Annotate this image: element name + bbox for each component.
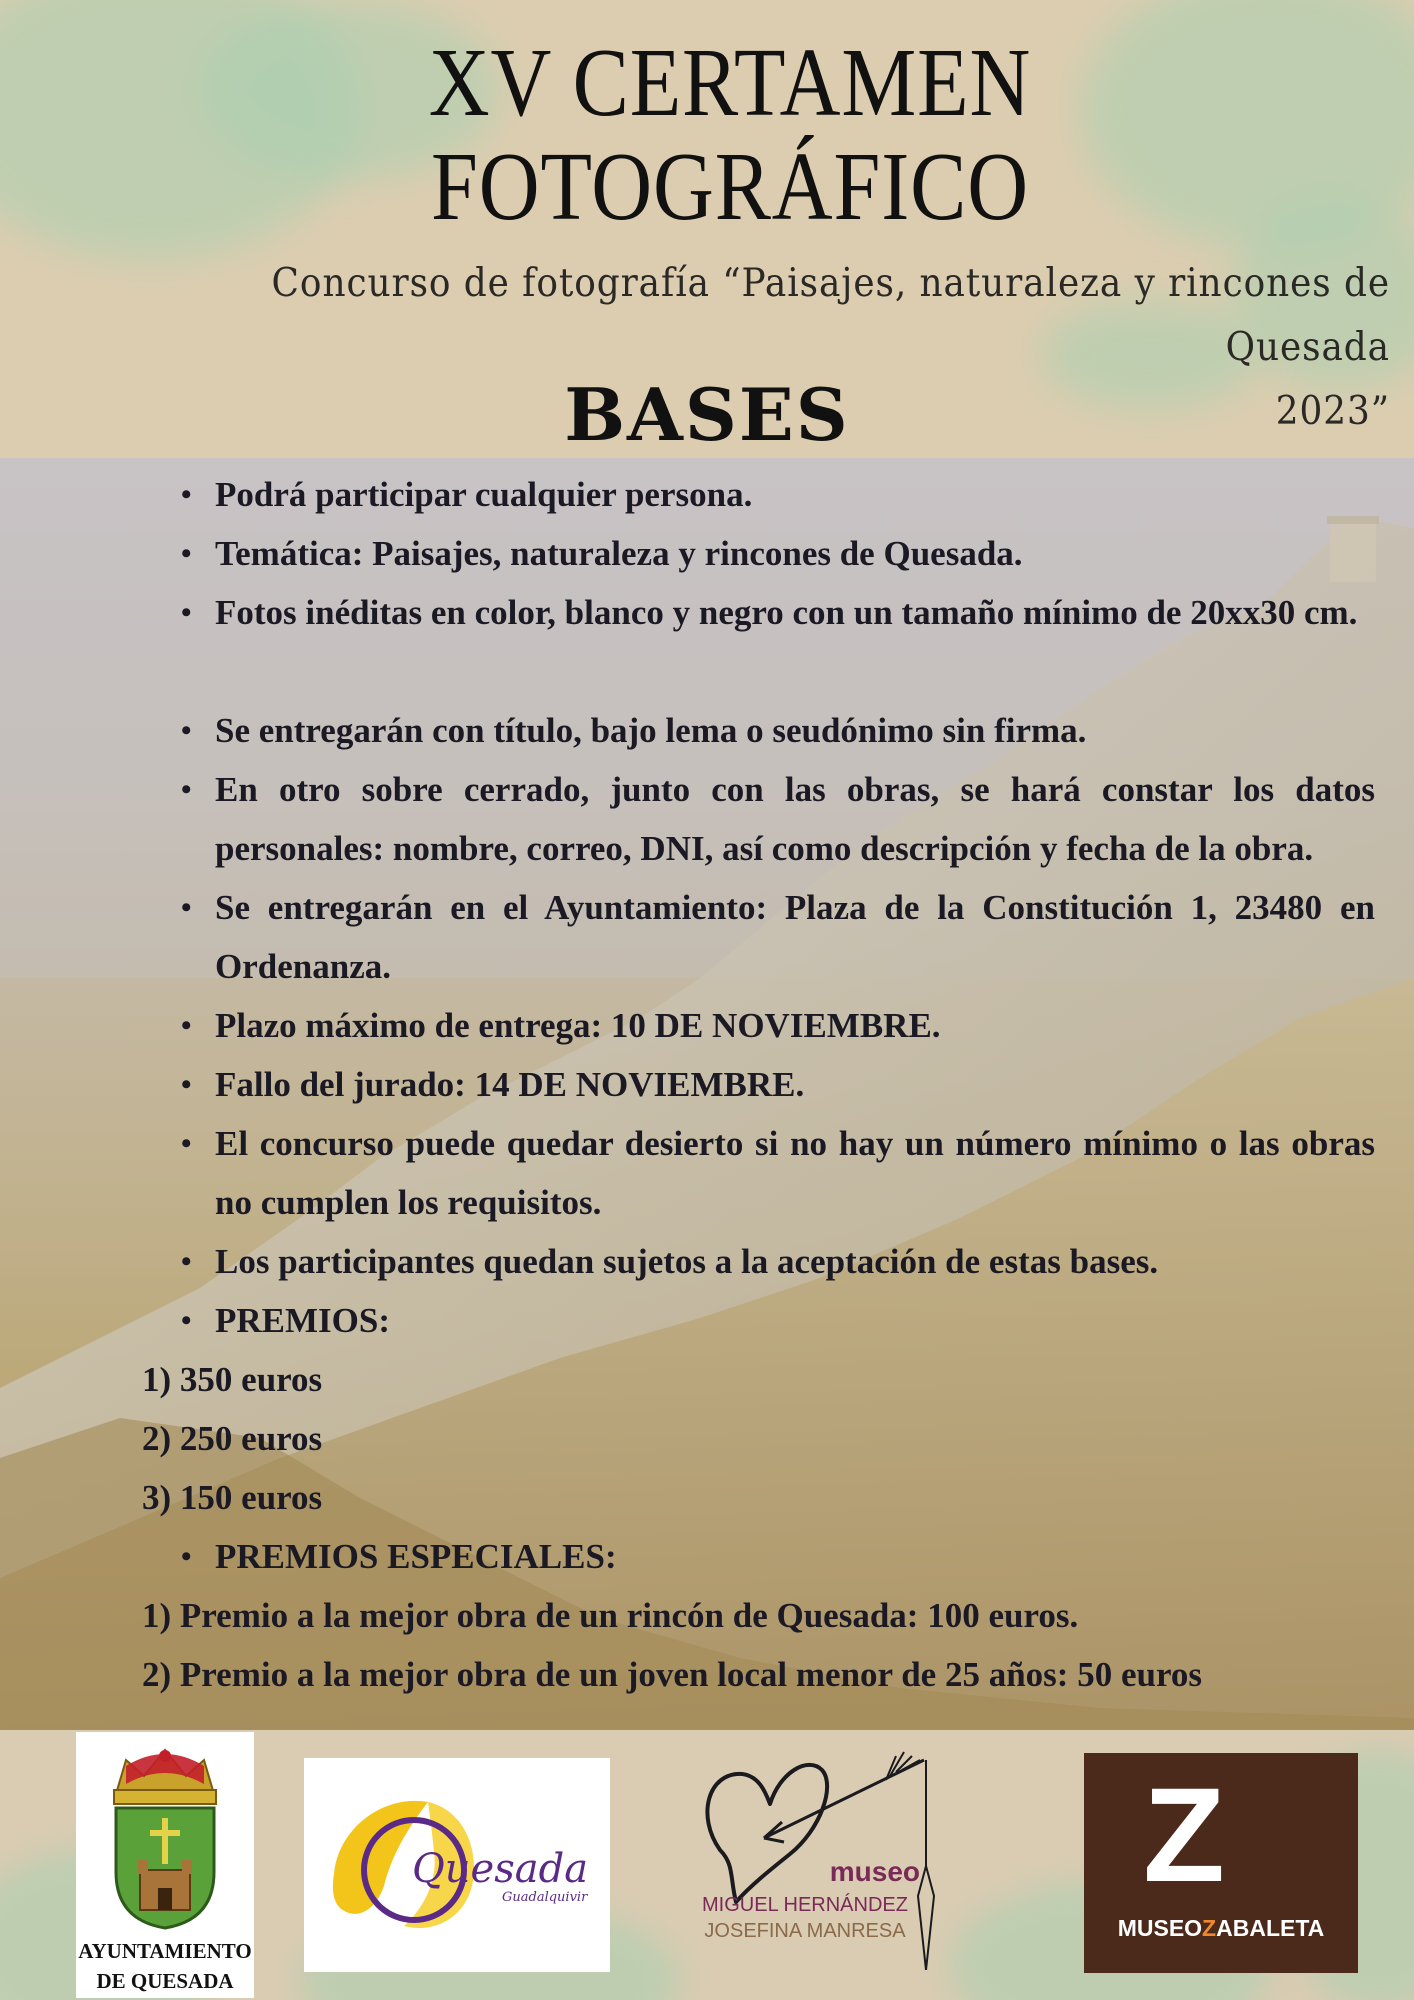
rule-item: • Se entregarán con título, bajo lema o seudónimo sin firma. [215, 701, 1375, 760]
rule-item: • Fotos inéditas en color, blanco y negro con un tamaño mínimo de 20xx30 cm. [215, 583, 1375, 642]
prize-item: 2) 250 euros [142, 1419, 323, 1458]
quesada-logo [304, 1758, 610, 1972]
special-prize-item: 1) Premio a la mejor obra de un rincón de Quesada: 100 euros. [142, 1596, 1079, 1635]
prize-item: 3) 150 euros [142, 1478, 323, 1517]
bullet-icon: • [181, 773, 192, 806]
bullet-icon: • [181, 478, 192, 511]
prizes-heading: • PREMIOS: [215, 1291, 1375, 1350]
poster-title-line-2: FOTOGRÁFICO [431, 133, 1029, 241]
bullet-icon: • [181, 1127, 192, 1160]
rule-item: • Los participantes quedan sujetos a la aceptación de estas bases. [215, 1232, 1375, 1291]
special-prizes-heading: • PREMIOS ESPECIALES: [215, 1527, 1375, 1586]
coat-of-arms-icon [76, 1732, 254, 1932]
rule-item: • Se entregarán en el Ayuntamiento: Plaza de la Constitución 1, 23480 en Ordenanza. [215, 878, 1375, 996]
special-prize-item: 2) Premio a la mejor obra de un joven local menor de 25 años: 50 euros [142, 1655, 1202, 1694]
bullet-icon: • [181, 891, 192, 924]
section-heading-bases: BASES [564, 372, 850, 457]
ayuntamiento-caption-1: AYUNTAMIENTO [78, 1939, 252, 1963]
zabaleta-wordmark: MUSEOZABALETA [1117, 1915, 1325, 1941]
bullet-icon: • [181, 1245, 192, 1278]
prize-item: 1) 350 euros [142, 1360, 323, 1399]
rule-item: • Temática: Paisajes, naturaleza y rincones de Quesada. [215, 524, 1375, 583]
rule-item: • Plazo máximo de entrega: 10 DE NOVIEMBRE. [215, 996, 1375, 1055]
quesada-tagline: Guadalquivir [502, 1890, 588, 1905]
poster-title-line-1: XV CERTAMEN [428, 29, 1032, 137]
rule-item: • Fallo del jurado: 14 DE NOVIEMBRE. [215, 1055, 1375, 1114]
subtitle-line-2: 2023” [1275, 389, 1390, 434]
subtitle-line-1: Concurso de fotografía “Paisajes, naturaleza y rincones de Quesada [271, 261, 1390, 370]
rule-item: • El concurso puede quedar desierto si no hay un número mínimo o las obras no cumplen los requisitos. [215, 1114, 1375, 1232]
rule-item: • En otro sobre cerrado, junto con las obras, se hará constar los datos personales: nombre, correo, DNI, así como descripción y fecha de la obra. [215, 760, 1375, 878]
museo-name-line-2: JOSEFINA MANRESA [704, 1920, 906, 1942]
museo-zabaleta-logo [1084, 1753, 1358, 1973]
rule-item: • Podrá participar cualquier persona. [215, 465, 1375, 524]
museo-word: museo [829, 1856, 920, 1887]
bullet-icon: • [181, 1304, 192, 1337]
ayuntamiento-caption-2: DE QUESADA [96, 1969, 234, 1993]
ayuntamiento-logo [76, 1732, 254, 1998]
zabaleta-z-letter: Z [1143, 1761, 1225, 1910]
bullet-icon: • [181, 714, 192, 747]
bullet-icon: • [181, 596, 192, 629]
bullet-icon: • [181, 1009, 192, 1042]
bullet-icon: • [181, 1540, 192, 1573]
museo-name-line-1: MIGUEL HERNÁNDEZ [702, 1894, 908, 1916]
bullet-icon: • [181, 537, 192, 570]
quesada-wordmark: Quesada [412, 1846, 589, 1892]
museo-hernandez-logo [690, 1746, 960, 1970]
bullet-icon: • [181, 1068, 192, 1101]
